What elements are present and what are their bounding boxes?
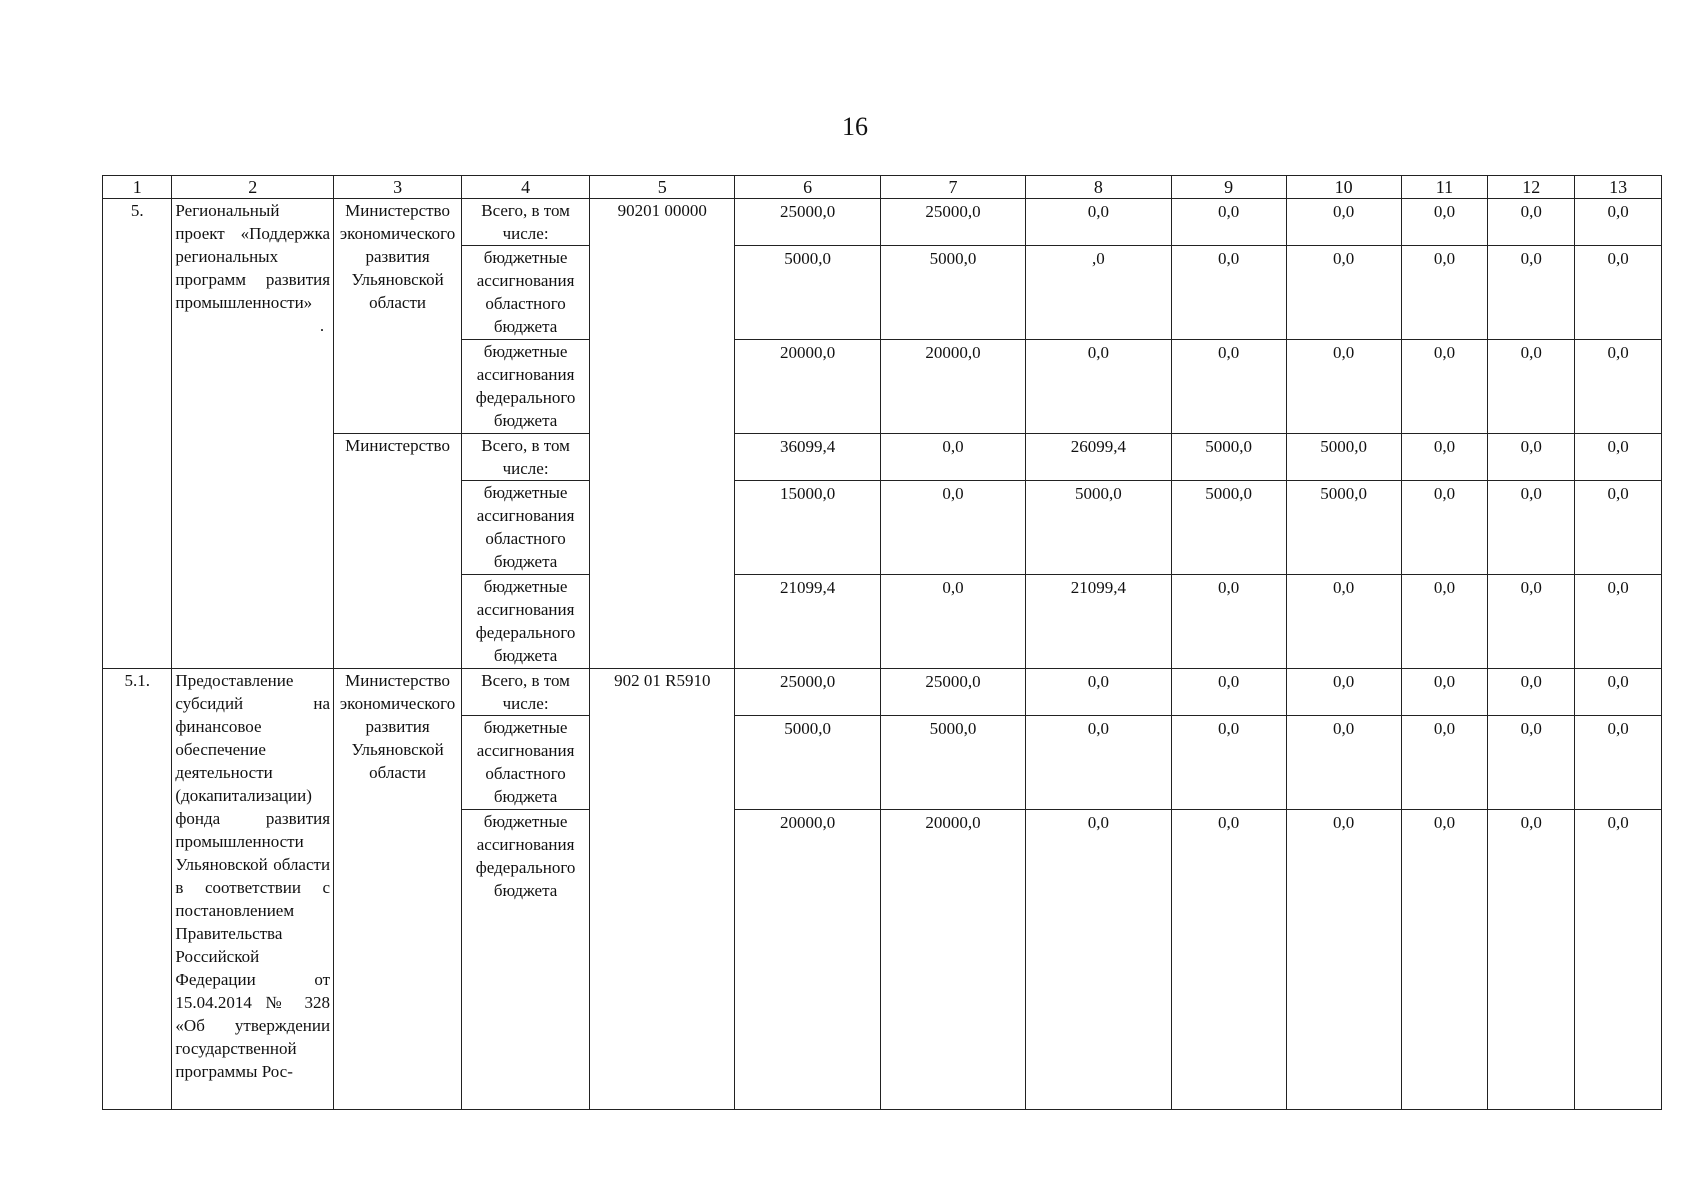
project-name: Предоставление субсидий на финансовое обеспечение деятельности (докапитализации) фонда развития промышленности Ульяновской области в соответствии с постановлением Правительства Российской Федерации от 15.04.2014 № 328 «Об утверждении государственной программы Рос- (175, 671, 331, 1081)
value-cell: 0,0 (1488, 716, 1575, 810)
value-cell: 25000,0 (880, 199, 1025, 246)
column-header: 9 (1171, 176, 1286, 199)
value-cell: 5000,0 (1026, 481, 1171, 575)
value-cell: 20000,0 (735, 340, 880, 434)
table-row (103, 434, 1662, 481)
value-cell: 0,0 (1488, 669, 1575, 716)
value-cell: 0,0 (1401, 340, 1488, 434)
executor-cell: Министерство экономического развития Ульяновской области (334, 199, 462, 434)
column-header: 8 (1026, 176, 1171, 199)
column-header: 10 (1286, 176, 1401, 199)
stray-dot: . (319, 316, 325, 335)
value-cell: 0,0 (1401, 434, 1488, 481)
line-label: Всего, в том числе: (462, 434, 590, 481)
value-cell: 0,0 (880, 481, 1025, 575)
budget-code: 90201 00000 (590, 199, 735, 669)
value-cell: 0,0 (1575, 810, 1662, 1110)
value-cell: 0,0 (1026, 716, 1171, 810)
line-label: бюджетные ассигнования областного бюджета (462, 481, 590, 575)
value-cell: 15000,0 (735, 481, 880, 575)
value-cell: 0,0 (1575, 246, 1662, 340)
value-cell: 0,0 (1286, 716, 1401, 810)
value-cell: 0,0 (1171, 246, 1286, 340)
row-number: 5. (103, 199, 172, 669)
executor-cell: Министерство (334, 434, 462, 669)
value-cell: 0,0 (1488, 199, 1575, 246)
value-cell: 0,0 (1401, 199, 1488, 246)
line-label: бюджетные ассигнования федерального бюджета (462, 340, 590, 434)
value-cell: 21099,4 (1026, 575, 1171, 669)
value-cell: 25000,0 (735, 199, 880, 246)
value-cell: 0,0 (1401, 810, 1488, 1110)
column-header: 5 (590, 176, 735, 199)
line-label: Всего, в том числе: (462, 669, 590, 716)
value-cell: 20000,0 (735, 810, 880, 1110)
value-cell: 0,0 (880, 575, 1025, 669)
value-cell: 0,0 (1488, 810, 1575, 1110)
value-cell: 36099,4 (735, 434, 880, 481)
line-label: бюджетные ассигнования областного бюджета (462, 246, 590, 340)
value-cell: 0,0 (1488, 340, 1575, 434)
column-header: 1 (103, 176, 172, 199)
column-header: 11 (1401, 176, 1488, 199)
value-cell: 0,0 (1401, 246, 1488, 340)
executor-cell: Министерство экономического развития Ульяновской области (334, 669, 462, 1110)
value-cell: 21099,4 (735, 575, 880, 669)
value-cell: 5000,0 (880, 246, 1025, 340)
project-name-cell (172, 669, 334, 1110)
value-cell: 5000,0 (1286, 434, 1401, 481)
value-cell: 0,0 (1401, 669, 1488, 716)
column-header: 12 (1488, 176, 1575, 199)
column-header: 3 (334, 176, 462, 199)
value-cell: 0,0 (1401, 481, 1488, 575)
value-cell: 0,0 (1488, 575, 1575, 669)
value-cell: 0,0 (1286, 575, 1401, 669)
table-header-row (103, 176, 1662, 199)
value-cell: ,0 (1026, 246, 1171, 340)
column-header: 7 (880, 176, 1025, 199)
value-cell: 0,0 (1575, 434, 1662, 481)
value-cell: 25000,0 (880, 669, 1025, 716)
value-cell: 20000,0 (880, 810, 1025, 1110)
value-cell: 5000,0 (735, 716, 880, 810)
value-cell: 0,0 (1488, 434, 1575, 481)
project-name-cell (172, 199, 334, 669)
column-header: 2 (172, 176, 334, 199)
value-cell: 5000,0 (1171, 434, 1286, 481)
value-cell: 0,0 (1575, 716, 1662, 810)
value-cell: 0,0 (1026, 199, 1171, 246)
value-cell: 0,0 (1171, 810, 1286, 1110)
column-header: 13 (1575, 176, 1662, 199)
line-label: бюджетные ассигнования областного бюджета (462, 716, 590, 810)
value-cell: 0,0 (1575, 575, 1662, 669)
project-name: Региональный проект «Поддержка региональных программ развития промышленности» (175, 201, 331, 312)
value-cell: 0,0 (1401, 575, 1488, 669)
table-row (103, 669, 1662, 716)
value-cell: 0,0 (1171, 669, 1286, 716)
line-label: бюджетные ассигнования федерального бюджета (462, 575, 590, 669)
value-cell: 0,0 (1026, 810, 1171, 1110)
value-cell: 0,0 (1171, 716, 1286, 810)
column-header: 6 (735, 176, 880, 199)
value-cell: 0,0 (1171, 340, 1286, 434)
line-label: бюджетные ассигнования федерального бюджета (462, 810, 590, 1110)
value-cell: 0,0 (1286, 199, 1401, 246)
value-cell: 5000,0 (735, 246, 880, 340)
value-cell: 0,0 (1575, 199, 1662, 246)
value-cell: 25000,0 (735, 669, 880, 716)
value-cell: 0,0 (1575, 481, 1662, 575)
value-cell: 0,0 (1575, 340, 1662, 434)
value-cell: 0,0 (1026, 669, 1171, 716)
value-cell: 0,0 (1401, 716, 1488, 810)
value-cell: 20000,0 (880, 340, 1025, 434)
value-cell: 0,0 (1286, 810, 1401, 1110)
budget-code: 902 01 R5910 (590, 669, 735, 1110)
value-cell: 5000,0 (1171, 481, 1286, 575)
value-cell: 0,0 (1575, 669, 1662, 716)
value-cell: 0,0 (880, 434, 1025, 481)
value-cell: 0,0 (1026, 340, 1171, 434)
value-cell: 0,0 (1286, 246, 1401, 340)
value-cell: 0,0 (1488, 481, 1575, 575)
value-cell: 26099,4 (1026, 434, 1171, 481)
value-cell: 0,0 (1488, 246, 1575, 340)
table-row (103, 199, 1662, 246)
value-cell: 0,0 (1171, 199, 1286, 246)
row-number: 5.1. (103, 669, 172, 1110)
column-header: 4 (462, 176, 590, 199)
value-cell: 5000,0 (1286, 481, 1401, 575)
line-label: Всего, в том числе: (462, 199, 590, 246)
budget-table (102, 175, 1662, 1110)
value-cell: 0,0 (1286, 669, 1401, 716)
value-cell: 0,0 (1171, 575, 1286, 669)
value-cell: 5000,0 (880, 716, 1025, 810)
page-number: 16 (842, 112, 868, 141)
value-cell: 0,0 (1286, 340, 1401, 434)
